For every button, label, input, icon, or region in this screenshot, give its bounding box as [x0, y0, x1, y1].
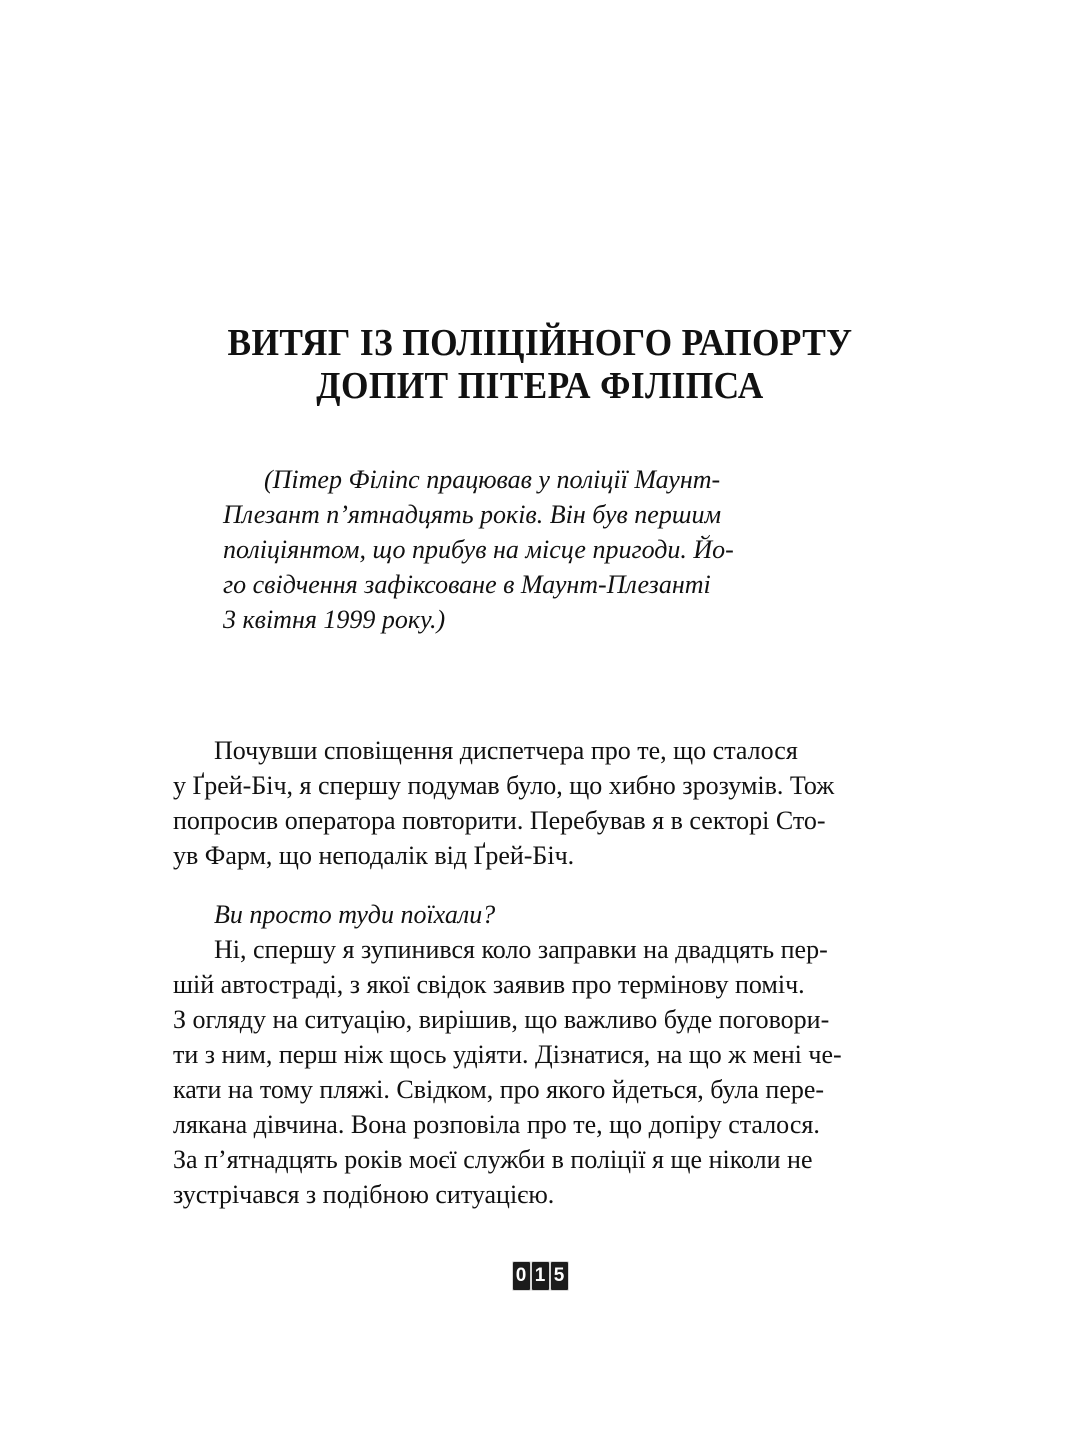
paragraph-line: лякана дівчина. Вона розповіла про те, що допіру сталося.: [173, 1110, 820, 1139]
editorial-note-line: поліціянтом, що прибув на місце пригоди. Йо-: [223, 535, 734, 564]
paragraph-line: попросив оператора повторити. Перебував я в секторі Сто-: [173, 806, 826, 835]
chapter-title-line-1: ВИТЯГ ІЗ ПОЛІЦІЙНОГО РАПОРТУ: [227, 322, 853, 364]
paragraph-opening: [173, 733, 863, 873]
editorial-note-line: Плезант п’ятнадцять років. Він був першим: [223, 500, 722, 529]
paragraph-line: З огляду на ситуацію, вирішив, що важливо буде поговори-: [173, 1005, 830, 1034]
chapter-title-line-2: ДОПИТ ПІТЕРА ФІЛІПСА: [316, 365, 764, 407]
chapter-heading: [0, 322, 1080, 408]
interview-question: [173, 897, 863, 932]
editorial-note-line: 3 квітня 1999 року.): [223, 605, 446, 634]
editorial-note-line: (Пітер Філіпс працював у поліції Маунт-: [264, 465, 721, 494]
paragraph-line: у Ґрей-Біч, я спершу подумав було, що хибно зрозумів. Тож: [173, 771, 835, 800]
page-number-digit: 1: [532, 1262, 549, 1290]
editorial-note: [223, 462, 799, 637]
page-number-footer: [0, 1262, 1080, 1290]
paragraph-line: За п’ятнадцять років моєї служби в поліції я ще ніколи не: [173, 1145, 813, 1174]
page-number-digit: 0: [513, 1262, 530, 1290]
paragraph-line: Ні, спершу я зупинився коло заправки на двадцять пер-: [214, 935, 828, 964]
interview-question-line: Ви просто туди поїхали?: [214, 900, 496, 929]
paragraph-line: кати на тому пляжі. Свідком, про якого йдеться, була пере-: [173, 1075, 825, 1104]
page-number-digit: 5: [551, 1262, 568, 1290]
paragraph-line: ув Фарм, що неподалік від Ґрей-Біч.: [173, 841, 575, 870]
editorial-note-line: го свідчення зафіксоване в Маунт-Плезанті: [223, 570, 711, 599]
paragraph-line: ти з ним, перш ніж щось удіяти. Дізнатися, на що ж мені че-: [173, 1040, 842, 1069]
paragraph-line: зустрічався з подібною ситуацією.: [173, 1180, 555, 1209]
paragraph-answer: [173, 932, 863, 1212]
paragraph-line: шій автостраді, з якої свідок заявив про термінову поміч.: [173, 970, 805, 999]
paragraph-line: Почувши сповіщення диспетчера про те, що сталося: [214, 736, 798, 765]
